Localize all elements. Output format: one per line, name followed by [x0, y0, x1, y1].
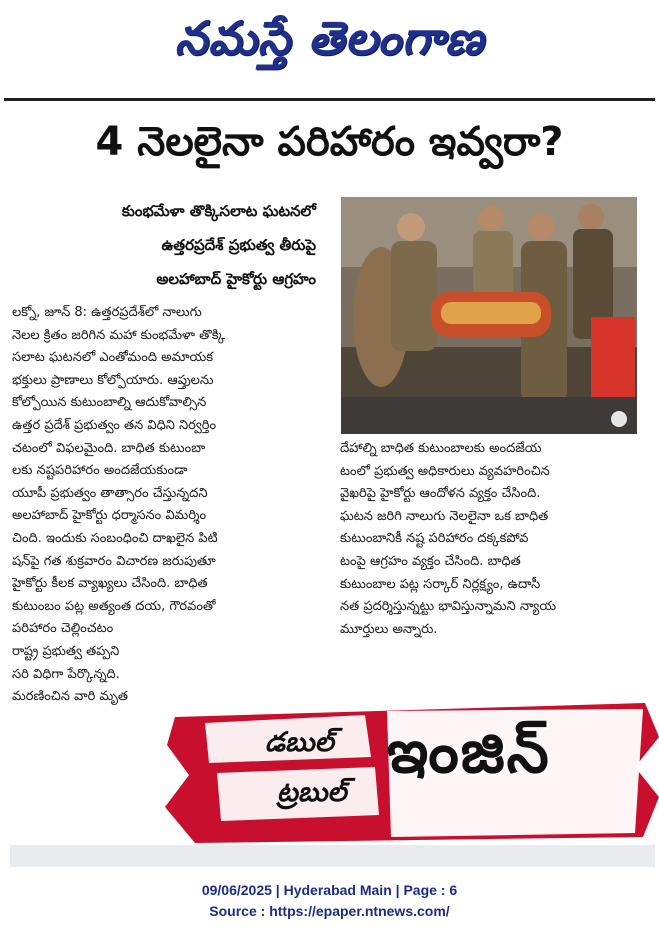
body-line: చటంలో విఫలమైంది. బాధిత కుటుంబా — [12, 440, 206, 456]
banner-engine: ఇంజిన్ — [387, 717, 551, 787]
double-engine-banner — [165, 697, 659, 845]
body-line: కుటుంబం పట్ల అత్యంత దయ, గౌరవంతో — [12, 598, 216, 614]
headline — [0, 104, 659, 190]
body-line: నత ప్రదర్శిస్తున్నట్టు భావిస్తున్నామని న్యాయ — [340, 599, 557, 615]
body-line: హైకోర్టు కీలక వ్యాఖ్యలు చేసింది. బాధిత — [12, 576, 208, 592]
body-line: లక్నో, జూన్ 8: ఉత్తరప్రదేశ్‌లో నాలుగు — [12, 305, 202, 320]
people-carrying-stretcher-photo — [341, 197, 637, 434]
footer-source[interactable]: Source : https://epaper.ntnews.com/ — [209, 903, 450, 919]
body-line: టంలో ప్రభుత్వ అధికారులు వ్యవహరించిన — [340, 463, 550, 479]
body-line: కుటుంబాల పట్ల సర్కార్ నిర్లక్ష్యం, ఉదాసీ — [340, 576, 541, 592]
footer-edition: 09/06/2025 | Hyderabad Main | Page : 6 — [201, 882, 458, 898]
body-line: అలహాబాద్ హైకోర్టు ధర్మాసనం విమర్శిం — [12, 508, 207, 524]
body-column-left — [12, 302, 328, 709]
subheadline-line: కుంభమేళా తొక్కిసలాట ఘటనలో — [121, 202, 316, 220]
body-line: లకు నష్టపరిహారం అందజేయకుండా — [12, 463, 188, 479]
headline-text: 4 నెలలైనా పరిహారం ఇవ్వరా? — [95, 119, 564, 165]
body-line: మరణించిన వారి మృత — [12, 689, 129, 705]
subheadline-line: అలహాబాద్ హైకోర్టు ఆగ్రహం — [156, 270, 316, 288]
body-line: వైఖరిపై హైకోర్టు ఆందోళన వ్యక్తం చేసింది. — [340, 486, 541, 502]
body-line: ఘటన జరిగి నాలుగు నెలలైనా ఒక బాధిత — [340, 508, 549, 524]
body-line: సలాట ఘటనలో ఎంతోమంది అమాయక — [12, 350, 214, 366]
body-line: కోల్పోయిన కుటుంబాల్ని ఆదుకోవాల్సిన — [12, 395, 207, 411]
news-photo — [341, 197, 637, 434]
masthead-title: నమస్తే తెలంగాణ — [174, 11, 485, 65]
body-line: పరిహారం చెల్లించటం — [12, 621, 114, 637]
top-divider — [4, 98, 655, 101]
body-line: కుటుంబానికీ నష్ట పరిహారం దక్కకపోవ — [340, 531, 529, 547]
next-article-strip — [10, 845, 655, 867]
body-line: టంపై ఆగ్రహం వ్యక్తం చేసింది. బాధిత — [340, 553, 521, 569]
footer — [0, 880, 659, 922]
body-line: భక్తులు ప్రాణాలు కోల్పోయారు. ఆప్తులను — [12, 372, 214, 388]
body-line: సరి విధిగా పేర్కొన్నది. — [12, 666, 120, 682]
body-line: దేహాల్ని బాధిత కుటుంబాలకు అందజేయ — [340, 441, 542, 456]
body-line: చింది. ఇందుకు సంబంధించి దాఖలైన పిటి — [12, 530, 218, 546]
body-line: షన్‌పై గత శుక్రవారం విచారణ జరుపుతూ — [12, 553, 216, 569]
subheadline — [8, 196, 328, 298]
body-line: మూర్తులు అన్నారు. — [340, 621, 438, 637]
body-line: రాష్ట్ర ప్రభుత్వ తప్పని — [12, 643, 120, 659]
body-line: నెలల క్రితం జరిగిన మహా కుంభమేళా తొక్కి — [12, 327, 225, 343]
masthead — [0, 0, 659, 88]
body-column-right — [340, 438, 638, 641]
body-line: యూపీ ప్రభుత్వం తాత్సారం చేస్తున్నదని — [12, 485, 208, 501]
banner-trouble: ట్రబుల్ — [277, 777, 347, 808]
body-line: ఉత్తర ప్రదేశ్ ప్రభుత్వం తన విధిని నిర్వర్తిం — [12, 417, 217, 433]
subheadline-line: ఉత్తరప్రదేశ్ ప్రభుత్వ తీరుపై — [161, 236, 316, 254]
banner-double: డబుల్ — [265, 727, 334, 758]
